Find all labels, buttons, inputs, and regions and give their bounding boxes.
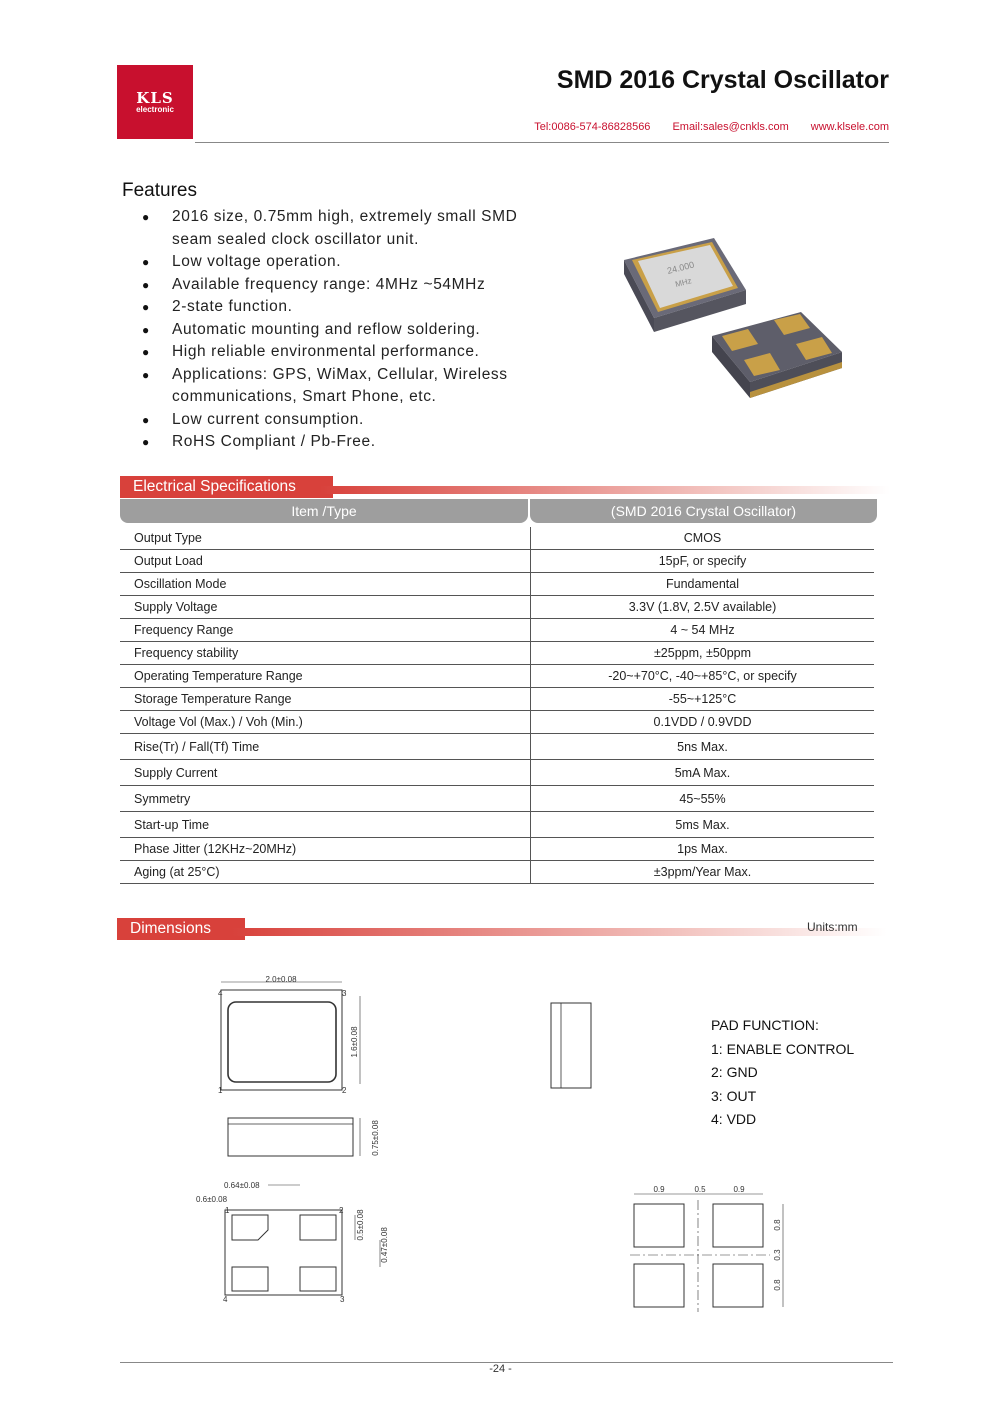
table-row [120, 760, 874, 786]
land-pad-3 [634, 1264, 684, 1307]
contact-line [512, 121, 889, 133]
electrical-banner [120, 476, 890, 498]
dim-land-w1: 0.9 [653, 1185, 665, 1194]
bottom-pad-1 [232, 1215, 268, 1240]
table-row [120, 861, 874, 884]
side-profile-body [551, 1003, 591, 1088]
spec-item: Frequency stability [120, 642, 531, 665]
units-label: Units:mm [807, 920, 858, 934]
contact-tel: Tel:0086-574-86828566 [534, 121, 651, 133]
pad-function-item: 3: OUT [711, 1087, 757, 1104]
bottom-pad-4 [232, 1267, 268, 1291]
feature-item: ● Available frequency range: 4MHz ~54MHz [142, 274, 562, 297]
spec-item: Voltage Vol (Max.) / Voh (Min.) [120, 711, 531, 734]
table-row [120, 527, 874, 550]
feature-item: ● RoHS Compliant / Pb-Free. [142, 431, 562, 454]
dim-land-vgap: 0.3 [773, 1249, 782, 1261]
table-row [120, 734, 874, 760]
dim-side-height: 0.75±0.08 [371, 1120, 380, 1156]
land-pad-4 [713, 1264, 763, 1307]
dim-pad-width: 0.64±0.08 [224, 1181, 260, 1190]
pin-label: 2 [339, 1206, 344, 1215]
spec-value: -55~+125°C [531, 688, 875, 711]
spec-item: Start-up Time [120, 812, 531, 838]
dimensions-banner-label: Dimensions [117, 918, 245, 940]
pad-function [711, 1014, 854, 1132]
spec-item: Storage Temperature Range [120, 688, 531, 711]
land-pad-2 [713, 1204, 763, 1247]
pin-label: 3 [342, 989, 347, 998]
pin-label: 1 [225, 1206, 230, 1215]
spec-item: Output Load [120, 550, 531, 573]
table-row [120, 812, 874, 838]
dim-pad-height: 0.5±0.08 [356, 1209, 365, 1241]
dim-land-h2: 0.8 [773, 1279, 782, 1291]
spec-value: 45~55% [531, 786, 875, 812]
product-photo [596, 232, 856, 412]
spec-item: Symmetry [120, 786, 531, 812]
pin-label: 1 [218, 1086, 223, 1095]
bottom-view-outline [225, 1210, 342, 1295]
spec-value: 5mA Max. [531, 760, 875, 786]
spec-item: Oscillation Mode [120, 573, 531, 596]
dimensions-banner [117, 918, 887, 940]
spec-table [120, 527, 874, 884]
features-list [142, 206, 562, 454]
spec-value: 5ms Max. [531, 812, 875, 838]
logo-subtext: electronic [136, 105, 174, 114]
feature-item: ● Applications: GPS, WiMax, Cellular, Wireless communications, Smart Phone, etc. [142, 364, 562, 409]
table-row [120, 619, 874, 642]
table-row [120, 550, 874, 573]
pin-label: 2 [342, 1086, 347, 1095]
spec-value: 5ns Max. [531, 734, 875, 760]
photo-marking-1: 24.000 [666, 259, 696, 276]
dim-height: 1.6±0.08 [350, 1026, 359, 1058]
feature-item: ● Low voltage operation. [142, 251, 562, 274]
spec-value: ±25ppm, ±50ppm [531, 642, 875, 665]
spec-table-header [120, 499, 877, 523]
feature-item: ● 2016 size, 0.75mm high, extremely small SMD seam sealed clock oscillator unit. [142, 206, 562, 251]
dim-width: 2.0±0.08 [265, 975, 297, 984]
pad-function-item: 1: ENABLE CONTROL [711, 1040, 855, 1057]
spec-item: Aging (at 25°C) [120, 861, 531, 884]
land-pad-1 [634, 1204, 684, 1247]
feature-item: ● Low current consumption. [142, 409, 562, 432]
spec-item: Operating Temperature Range [120, 665, 531, 688]
spec-value: 3.3V (1.8V, 2.5V available) [531, 596, 875, 619]
pad-function-item: 2: GND [711, 1064, 758, 1080]
table-row [120, 711, 874, 734]
spec-value: 0.1VDD / 0.9VDD [531, 711, 875, 734]
table-row [120, 838, 874, 861]
spec-value: Fundamental [531, 573, 875, 596]
top-view-lid [228, 1002, 336, 1082]
feature-item: ● Automatic mounting and reflow soldering. [142, 319, 562, 342]
spec-item: Frequency Range [120, 619, 531, 642]
banner-tail [232, 928, 887, 936]
spec-value: ±3ppm/Year Max. [531, 861, 875, 884]
spec-item: Output Type [120, 527, 531, 550]
spec-value: 15pF, or specify [531, 550, 875, 573]
page-number: -24 - [489, 1363, 512, 1375]
side-view-drawing [220, 1110, 390, 1165]
contact-website: www.klsele.com [810, 121, 889, 133]
pad-function-item: 4: VDD [711, 1111, 757, 1127]
company-logo [117, 65, 193, 139]
pin-label: 4 [218, 989, 223, 998]
dim-pad-offset: 0.6±0.08 [196, 1195, 228, 1204]
feature-item: ● High reliable environmental performance. [142, 341, 562, 364]
table-row [120, 665, 874, 688]
col-header-value: (SMD 2016 Crystal Oscillator) [530, 499, 877, 523]
spec-item: Phase Jitter (12KHz~20MHz) [120, 838, 531, 861]
table-row [120, 786, 874, 812]
land-pattern-drawing [620, 1180, 795, 1315]
contact-email: Email:sales@cnkls.com [672, 121, 789, 133]
header-divider [195, 142, 889, 143]
spec-item: Supply Voltage [120, 596, 531, 619]
bottom-pad-2 [300, 1215, 336, 1240]
table-row [120, 596, 874, 619]
pin-label: 3 [340, 1295, 345, 1304]
spec-value: 4 ~ 54 MHz [531, 619, 875, 642]
bottom-pad-3 [300, 1267, 336, 1291]
feature-item: ● 2-state function. [142, 296, 562, 319]
bottom-view-drawing [190, 1175, 410, 1310]
page-title: SMD 2016 Crystal Oscillator [556, 66, 889, 94]
photo-marking-2: MHz [674, 276, 693, 289]
features-heading: Features [122, 180, 197, 201]
banner-tail [320, 486, 890, 494]
table-row [120, 642, 874, 665]
pin-label: 4 [223, 1295, 228, 1304]
spec-item: Supply Current [120, 760, 531, 786]
spec-value: CMOS [531, 527, 875, 550]
top-view-drawing [200, 970, 400, 1095]
side-profile-drawing [545, 998, 595, 1093]
dim-land-w2: 0.9 [733, 1185, 745, 1194]
spec-value: 1ps Max. [531, 838, 875, 861]
electrical-banner-label: Electrical Specifications [120, 476, 333, 498]
logo-text: KLS [136, 89, 174, 107]
pad-function-title: PAD FUNCTION: [711, 1017, 819, 1033]
top-view-outline [221, 990, 342, 1090]
table-row [120, 688, 874, 711]
dim-land-h1: 0.8 [773, 1219, 782, 1231]
spec-value: -20~+70°C, -40~+85°C, or specify [531, 665, 875, 688]
table-row [120, 573, 874, 596]
dim-pad-gap: 0.47±0.08 [380, 1227, 389, 1263]
dim-land-gap: 0.5 [694, 1185, 706, 1194]
spec-item: Rise(Tr) / Fall(Tf) Time [120, 734, 531, 760]
col-header-item: Item /Type [120, 499, 528, 523]
